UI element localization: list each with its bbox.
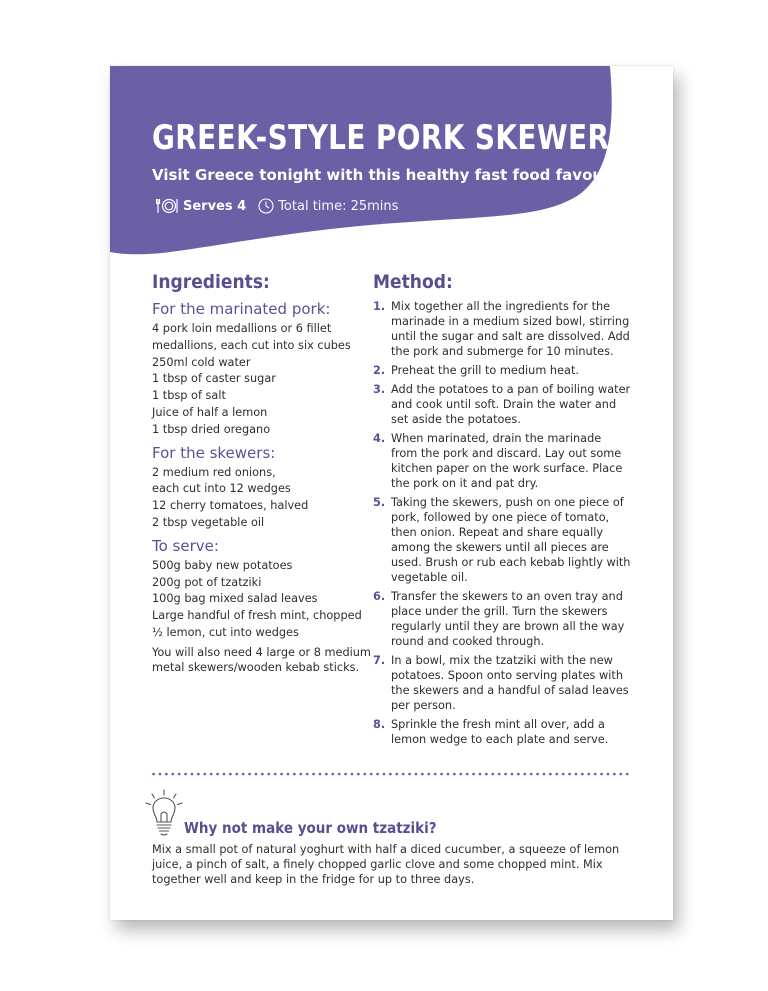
ingredient-group-title: For the skewers: bbox=[152, 443, 276, 462]
tip-title: Why not make your own tzatziki? bbox=[184, 819, 437, 837]
plate-cutlery-icon bbox=[156, 198, 178, 214]
method-step bbox=[373, 495, 631, 585]
recipe-meta bbox=[156, 196, 398, 216]
ingredient-item: 1 tbsp of salt bbox=[152, 389, 226, 403]
method-step bbox=[373, 382, 631, 427]
ingredient-item: 4 pork loin medallions or 6 fillet bbox=[152, 322, 332, 335]
step-number: 2. bbox=[373, 364, 386, 377]
step-number: 1. bbox=[373, 300, 386, 313]
dotted-divider bbox=[152, 772, 630, 776]
step-text: When marinated, drain the marinade from the pork and discard. Lay out some kitchen paper on the work surface. Place the pork on it and pat dry. bbox=[391, 432, 623, 490]
step-number: 7. bbox=[373, 654, 386, 667]
ingredient-group-title: For the marinated pork: bbox=[152, 300, 331, 318]
header-background-shape bbox=[110, 66, 673, 256]
step-text: In a bowl, mix the tzatziki with the new potatoes. Spoon onto serving plates with the skewers and a handful of salad leaves per person. bbox=[391, 654, 629, 712]
ingredient-item: 100g bag mixed salad leaves bbox=[152, 592, 318, 606]
method-step bbox=[373, 299, 631, 359]
ingredient-item: 200g pot of tzatziki bbox=[152, 575, 262, 589]
method-step bbox=[373, 431, 631, 491]
method-step bbox=[373, 363, 631, 378]
ingredient-list bbox=[152, 558, 377, 642]
step-text: Sprinkle the fresh mint all over, add a lemon wedge to each plate and serve. bbox=[391, 718, 609, 746]
ingredient-item: 500g baby new potatoes bbox=[152, 558, 293, 572]
step-number: 5. bbox=[373, 496, 386, 509]
ingredient-group-title: To serve: bbox=[152, 536, 219, 555]
ingredient-item: 1 tbsp dried oregano bbox=[152, 422, 271, 436]
recipe-title: GREEK-STYLE PORK SKEWERS bbox=[152, 118, 630, 158]
ingredient-list bbox=[152, 465, 377, 532]
step-text: Add the potatoes to a pan of boiling water and cook until soft. Drain the water and set aside the potatoes. bbox=[391, 383, 631, 426]
ingredient-item: medallions, each cut into six cubes bbox=[152, 338, 351, 352]
recipe-card bbox=[110, 66, 673, 920]
ingredient-item: 2 medium red onions, bbox=[152, 465, 276, 479]
clock-icon bbox=[258, 198, 274, 214]
step-text: Mix together all the ingredients for the marinade in a medium sized bowl, stirring until the sugar and salt are dissolved. Add the pork and submerge for 10 minutes. bbox=[391, 300, 630, 358]
method-column bbox=[373, 269, 631, 751]
ingredient-item: Juice of half a lemon bbox=[152, 405, 268, 419]
step-text: Taking the skewers, push on one piece of pork, followed by one piece of tomato, then onion. Repeat and share equally among the skewers until all pieces are used. Brush or rub each kebab lightly with vegetable oil. bbox=[391, 496, 631, 584]
serves-label: Serves 4 bbox=[183, 198, 247, 214]
tip-body: Mix a small pot of natural yoghurt with half a diced cucumber, a squeeze of lemon juice, a pinch of salt, a finely chopped garlic clove and some chopped mint. Mix together well and keep in the fridge for up to three days. bbox=[152, 843, 620, 886]
method-steps bbox=[373, 299, 631, 747]
step-text: Transfer the skewers to an oven tray and place under the grill. Turn the skewers regularly until they are brown all the way round and cooked through. bbox=[391, 590, 625, 648]
equipment-note: You will also need 4 large or 8 medium metal skewers/wooden kebab sticks. bbox=[152, 645, 371, 674]
ingredient-item: Large handful of fresh mint, chopped bbox=[152, 609, 362, 623]
method-heading: Method: bbox=[373, 271, 453, 293]
method-step bbox=[373, 589, 631, 649]
step-number: 4. bbox=[373, 432, 386, 445]
ingredient-item: each cut into 12 wedges bbox=[152, 482, 291, 496]
method-step bbox=[373, 653, 631, 713]
method-step bbox=[373, 717, 631, 747]
lightbulb-icon bbox=[144, 788, 184, 842]
recipe-header bbox=[110, 66, 673, 256]
ingredients-column bbox=[152, 269, 377, 675]
recipe-subtitle: Visit Greece tonight with this healthy fast food favourite bbox=[152, 166, 633, 184]
total-time-label: Total time: 25mins bbox=[278, 198, 399, 214]
ingredient-item: 250ml cold water bbox=[152, 355, 251, 369]
ingredients-heading: Ingredients: bbox=[152, 271, 270, 293]
step-number: 8. bbox=[373, 718, 386, 731]
step-number: 3. bbox=[373, 383, 386, 396]
step-text: Preheat the grill to medium heat. bbox=[391, 364, 579, 377]
ingredient-item: ½ lemon, cut into wedges bbox=[152, 625, 299, 639]
ingredient-item: 12 cherry tomatoes, halved bbox=[152, 499, 309, 513]
ingredient-item: 1 tbsp of caster sugar bbox=[152, 372, 276, 386]
step-number: 6. bbox=[373, 590, 386, 603]
ingredient-list bbox=[152, 321, 377, 439]
ingredient-item: 2 tbsp vegetable oil bbox=[152, 515, 265, 529]
